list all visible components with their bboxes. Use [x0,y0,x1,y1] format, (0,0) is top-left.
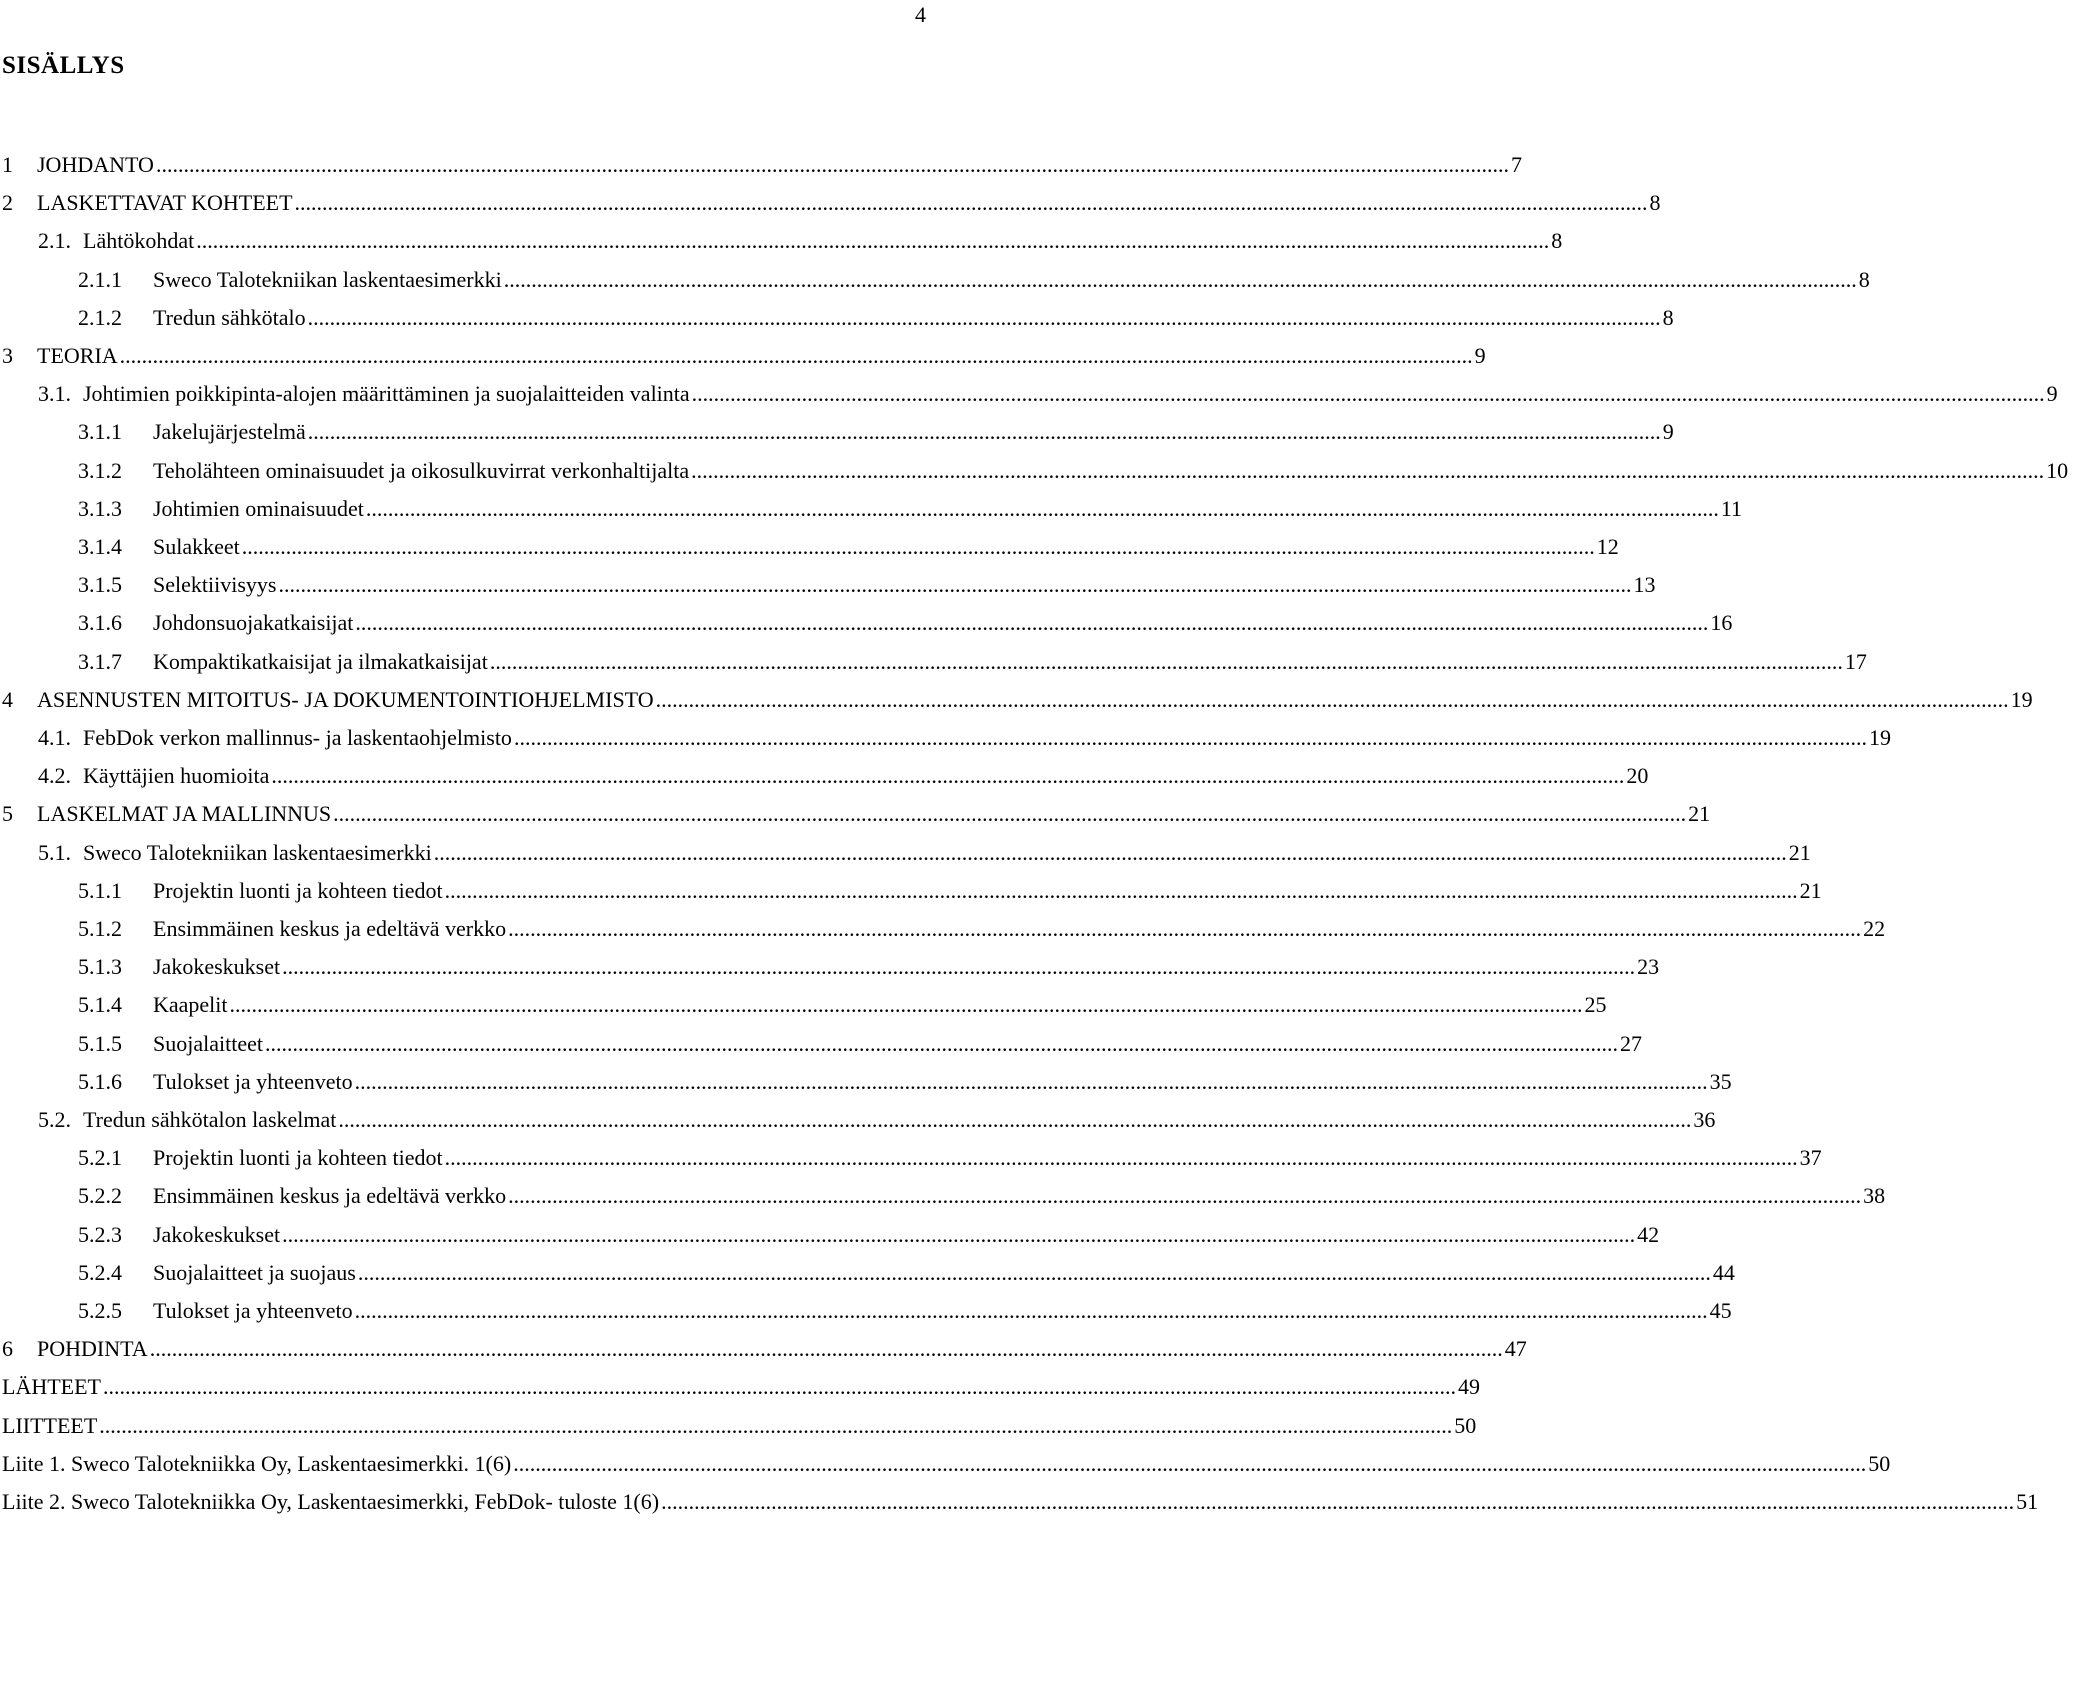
toc-entry[interactable] [0,1221,1660,1260]
dot-leader [366,496,1719,522]
dot-leader [661,1489,2014,1515]
toc-entry-number: 5.2.2 [78,1183,122,1209]
toc-entry-page: 36 [1693,1107,1716,1132]
toc-entry-number: 3 [2,343,13,368]
toc-entry-label: Tredun sähkötalo [153,304,306,330]
toc-entry-number: 6 [2,1336,13,1362]
toc-entry[interactable] [0,343,1486,381]
toc-entry[interactable] [0,1259,1735,1298]
dot-leader [295,190,1648,216]
dot-leader [513,1451,1866,1477]
toc-entry-number: 3.1.1 [78,419,122,445]
toc-entry-number: 5.2.3 [78,1221,122,1247]
dot-leader [278,572,1631,598]
toc-entry-number: 5.1.6 [78,1068,122,1094]
toc-entry[interactable] [0,801,1711,839]
dot-leader [196,228,1549,254]
toc-entry-page: 10 [2046,457,2069,483]
toc-entry-page: 12 [1596,534,1619,559]
toc-entry-label: Lähtökohdat [83,228,195,254]
dot-leader [355,610,1708,636]
toc-entry-number: 5.1.1 [78,877,122,903]
toc-entry-number: 3.1. [38,381,71,407]
toc-entry-number: 3.1.4 [78,534,122,559]
dot-leader [508,1183,1861,1209]
toc-entry-label: TEORIA [37,343,118,368]
toc-entry-label: Jakelujärjestelmä [153,419,306,445]
toc-entry[interactable] [0,610,1733,648]
page-title: SISÄLLYS [2,52,125,79]
toc-entry-page: 45 [1709,1298,1732,1323]
dot-leader [514,725,1867,751]
dot-leader [490,649,1843,675]
toc-entry-page: 9 [1474,343,1486,368]
toc-entry-number: 2 [2,190,13,216]
dot-leader [445,1145,1798,1171]
toc-entry-label: Sulakkeet [153,534,240,559]
dot-leader [338,1107,1691,1133]
toc-entry[interactable] [0,1107,1716,1145]
toc-entry[interactable] [0,1030,1642,1069]
toc-entry-number: 3.1.7 [78,648,122,674]
dot-leader [434,840,1787,866]
toc-entry[interactable] [0,954,1660,992]
toc-entry-page: 8 [1662,304,1674,330]
toc-entry[interactable] [0,725,1891,763]
toc-entry-number: 1 [2,152,13,177]
toc-entry-label: LÄHTEET [2,1374,101,1400]
toc-entry-label: Jakokeskukset [153,954,281,980]
dot-leader [692,381,2045,407]
toc-entry-page: 50 [1868,1450,1891,1476]
toc-entry-label: Käyttäjien huomioita [83,763,270,789]
toc-entry[interactable] [0,495,1743,534]
toc-entry-number: 5 [2,801,13,827]
dot-leader [445,878,1798,904]
toc-entry-number: 5.2.1 [78,1145,122,1171]
toc-entry-label: LASKETTAVAT KOHTEET [37,190,293,216]
toc-entry-number: 3.1.3 [78,495,122,521]
toc-entry-page: 25 [1584,992,1607,1018]
toc-entry-label: Sweco Talotekniikan laskentaesimerkki [83,839,432,865]
toc-entry[interactable] [0,572,1656,610]
toc-entry[interactable] [0,1068,1732,1107]
toc-entry[interactable] [0,1412,1477,1451]
toc-entry[interactable] [0,839,1811,878]
toc-entry-page: 9 [2046,381,2058,407]
dot-leader [508,916,1861,942]
toc-entry-number: 4.1. [38,725,71,750]
dot-leader [355,1298,1708,1324]
toc-entry[interactable] [0,1450,1891,1489]
dot-leader [308,305,1661,331]
dot-leader [103,1374,1456,1400]
toc-entry-label: Tulokset ja yhteenveto [153,1068,353,1094]
dot-leader [242,534,1595,560]
toc-entry-label: Sweco Talotekniikan laskentaesimerkki [153,266,502,292]
toc-entry[interactable] [0,1489,2039,1527]
toc-entry-number: 5.2.5 [78,1298,122,1323]
toc-entry-label: Ensimmäinen keskus ja edeltävä verkko [153,1183,507,1209]
toc-entry-page: 20 [1626,763,1649,789]
toc-entry-page: 13 [1633,572,1656,598]
toc-entry[interactable] [0,916,1886,954]
dot-leader [282,954,1635,980]
toc-entry-page: 35 [1709,1068,1732,1094]
toc-entry-label: Johtimien poikkipinta-alojen määrittäminen ja suojalaitteiden valinta [83,381,690,407]
toc-entry-page: 44 [1712,1259,1735,1285]
toc-entry-label: Ensimmäinen keskus ja edeltävä verkko [153,916,507,941]
toc-entry-number: 5.2.4 [78,1259,122,1285]
toc-entry-number: 5.1. [38,839,71,865]
dot-leader [271,763,1624,789]
toc-entry-number: 3.1.6 [78,610,122,636]
toc-entry[interactable] [0,1298,1732,1336]
toc-entry[interactable] [0,228,1563,266]
toc-entry-page: 7 [1510,152,1522,177]
toc-entry-page: 49 [1457,1374,1480,1400]
toc-entry[interactable] [0,1183,1886,1221]
toc-entry-number: 4.2. [38,763,71,789]
toc-entry[interactable] [0,304,1674,343]
toc-entry-number: 5.1.3 [78,954,122,980]
toc-entry-label: ASENNUSTEN MITOITUS- JA DOKUMENTOINTIOHJELMISTO [37,686,654,712]
dot-leader [265,1031,1618,1057]
toc-entry-label: FebDok verkon mallinnus- ja laskentaohjelmisto [83,725,512,750]
toc-entry[interactable] [0,152,1522,190]
toc-entry[interactable] [0,763,1649,801]
dot-leader [120,343,1473,369]
toc-entry-label: LIITTEET [2,1412,98,1438]
toc-entry[interactable] [0,686,2033,725]
toc-entry-label: Selektiivisyys [153,572,277,598]
toc-entry-label: Teholähteen ominaisuudet ja oikosulkuvirrat verkonhaltijalta [153,457,690,483]
toc-entry-label: Projektin luonti ja kohteen tiedot [153,1145,443,1171]
toc-entry-page: 47 [1504,1336,1527,1362]
toc-entry-page: 16 [1710,610,1733,636]
toc-entry-page: 8 [1551,228,1563,254]
dot-leader [691,458,2044,484]
toc-entry-page: 22 [1863,916,1886,941]
toc-entry-label: Johtimien ominaisuudet [153,495,364,521]
dot-leader [156,152,1509,178]
toc-entry[interactable] [0,266,1870,305]
toc-entry-number: 2.1.2 [78,304,122,330]
toc-entry-page: 21 [1799,877,1822,903]
toc-entry-page: 51 [2016,1489,2039,1514]
toc-entry-label: JOHDANTO [37,152,154,177]
page-number: 4 [915,2,926,27]
toc-entry[interactable] [0,877,1822,916]
toc-entry-label: POHDINTA [37,1336,148,1362]
toc-entry-label: Suojalaitteet ja suojaus [153,1259,356,1285]
toc-entry-label: Tredun sähkötalon laskelmat [83,1107,337,1132]
toc-entry[interactable] [0,648,1867,687]
dot-leader [504,267,1857,293]
toc-entry-number: 5.1.5 [78,1030,122,1056]
toc-entry-page: 11 [1720,495,1743,521]
toc-entry-label: Kompaktikatkaisijat ja ilmakatkaisijat [153,648,488,674]
toc-entry-page: 50 [1454,1412,1477,1438]
toc-entry-page: 21 [1788,839,1811,865]
dot-leader [333,801,1686,827]
toc-entry-label: Suojalaitteet [153,1030,263,1056]
toc-entry-label: Johdonsuojakatkaisijat [153,610,354,636]
toc-entry-page: 19 [2010,686,2033,712]
toc-entry-page: 8 [1858,266,1870,292]
toc-entry-label: Liite 1. Sweco Talotekniikka Oy, Laskentaesimerkki. 1(6) [2,1450,512,1476]
dot-leader [308,419,1661,445]
toc-entry-number: 3.1.2 [78,457,122,483]
dot-leader [150,1336,1503,1362]
dot-leader [355,1069,1708,1095]
toc-entry[interactable] [0,419,1674,457]
toc-entry-page: 23 [1637,954,1660,980]
toc-entry-page: 17 [1844,648,1867,674]
toc-entry-number: 5.1.2 [78,916,122,941]
toc-entry-page: 9 [1662,419,1674,445]
dot-leader [358,1260,1711,1286]
toc-entry[interactable] [0,190,1661,228]
toc-entry-label: Tulokset ja yhteenveto [153,1298,353,1323]
toc-entry-label: LASKELMAT JA MALLINNUS [37,801,332,827]
toc-entry-page: 38 [1863,1183,1886,1209]
toc-entry-page: 21 [1688,801,1711,827]
toc-entry[interactable] [0,992,1607,1030]
toc-entry[interactable] [0,1374,1480,1412]
toc-entry-number: 2.1.1 [78,266,122,292]
dot-leader [230,992,1583,1018]
toc-entry-page: 42 [1637,1221,1660,1247]
toc-entry[interactable] [0,1336,1527,1374]
toc-entry-label: Projektin luonti ja kohteen tiedot [153,877,443,903]
toc-entry-number: 5.1.4 [78,992,122,1018]
toc-entry-label: Jakokeskukset [153,1221,281,1247]
toc-entry-page: 8 [1649,190,1661,216]
toc-entry-label: Kaapelit [153,992,228,1018]
dot-leader [656,687,2009,713]
toc-entry[interactable] [0,1145,1822,1183]
toc-entry-page: 27 [1619,1030,1642,1056]
toc-entry-page: 19 [1868,725,1891,750]
toc-entry-page: 37 [1799,1145,1822,1171]
toc-entry[interactable] [0,457,2069,496]
dot-leader [99,1413,1452,1439]
toc-entry-number: 3.1.5 [78,572,122,598]
toc-entry-number: 2.1. [38,228,71,254]
toc-entry-number: 4 [2,686,13,712]
toc-entry-label: Liite 2. Sweco Talotekniikka Oy, Laskentaesimerkki, FebDok- tuloste 1(6) [2,1489,660,1514]
toc-entry[interactable] [0,534,1619,572]
toc-entry[interactable] [0,381,2058,419]
dot-leader [282,1222,1635,1248]
toc-entry-number: 5.2. [38,1107,71,1132]
